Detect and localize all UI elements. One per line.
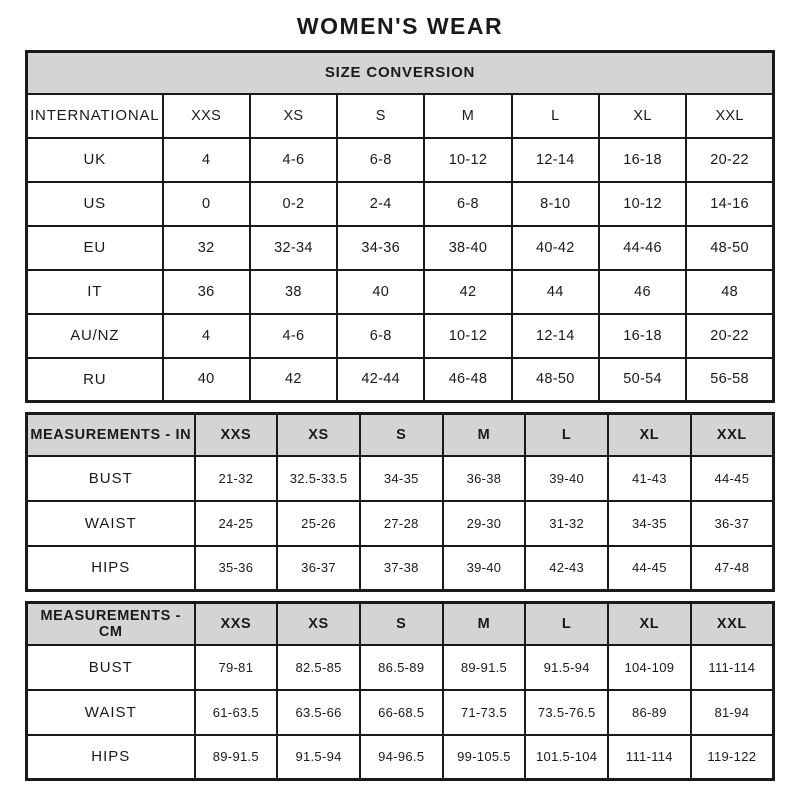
table-cell: 34-35 [608, 501, 691, 546]
row-label-aunz: AU/NZ [27, 314, 163, 358]
table-cell: 46-48 [424, 358, 511, 402]
table-cell: 36-38 [443, 456, 526, 501]
column-header-xl: XL [608, 414, 691, 456]
measurements-in-title: MEASUREMENTS - IN [27, 414, 195, 456]
table-row-waist-in [27, 501, 774, 546]
table-cell: 36-37 [691, 501, 774, 546]
row-label-ru: RU [27, 358, 163, 402]
column-header-s: S [360, 603, 443, 645]
row-label-hips: HIPS [27, 546, 195, 591]
table-cell: 44 [512, 270, 599, 314]
size-conversion-title: SIZE CONVERSION [27, 52, 774, 94]
table-cell: 104-109 [608, 645, 691, 690]
table-cell: 21-32 [195, 456, 278, 501]
table-cell: 44-46 [599, 226, 686, 270]
measurements-cm-table [25, 601, 775, 781]
row-label-bust: BUST [27, 456, 195, 501]
table-row-it [27, 270, 774, 314]
table-cell: 48-50 [686, 226, 773, 270]
table-cell: 12-14 [512, 138, 599, 182]
table-cell: 111-114 [608, 735, 691, 780]
table-cell: 35-36 [195, 546, 278, 591]
table-cell: 42 [250, 358, 337, 402]
table-cell: 89-91.5 [195, 735, 278, 780]
table-row-eu [27, 226, 774, 270]
table-cell: 101.5-104 [525, 735, 608, 780]
table-cell: 71-73.5 [443, 690, 526, 735]
column-header-l: L [512, 94, 599, 138]
row-label-us: US [27, 182, 163, 226]
measurements-cm-title: MEASUREMENTS - CM [27, 603, 195, 645]
table-cell: 47-48 [691, 546, 774, 591]
table-cell: 0-2 [250, 182, 337, 226]
column-header-xxs: XXS [163, 94, 250, 138]
table-cell: 44-45 [608, 546, 691, 591]
table-cell: 38 [250, 270, 337, 314]
table-cell: 16-18 [599, 314, 686, 358]
row-label-it: IT [27, 270, 163, 314]
column-header-xs: XS [277, 603, 360, 645]
table-cell: 42-43 [525, 546, 608, 591]
table-cell: 32 [163, 226, 250, 270]
table-cell: 39-40 [443, 546, 526, 591]
column-header-xxs: XXS [195, 414, 278, 456]
table-cell: 36-37 [277, 546, 360, 591]
size-conversion-table [25, 50, 775, 403]
measurements-in-header-row [27, 414, 774, 456]
table-cell: 16-18 [599, 138, 686, 182]
table-cell: 63.5-66 [277, 690, 360, 735]
size-conversion-header-row [27, 94, 774, 138]
table-cell: 86.5-89 [360, 645, 443, 690]
column-header-l: L [525, 603, 608, 645]
table-cell: 8-10 [512, 182, 599, 226]
table-row-us [27, 182, 774, 226]
column-header-xs: XS [250, 94, 337, 138]
column-header-xl: XL [599, 94, 686, 138]
table-cell: 41-43 [608, 456, 691, 501]
table-cell: 6-8 [337, 314, 424, 358]
table-cell: 73.5-76.5 [525, 690, 608, 735]
table-cell: 94-96.5 [360, 735, 443, 780]
table-row-aunz [27, 314, 774, 358]
row-label-bust: BUST [27, 645, 195, 690]
table-cell: 24-25 [195, 501, 278, 546]
table-cell: 89-91.5 [443, 645, 526, 690]
table-cell: 46 [599, 270, 686, 314]
table-cell: 4 [163, 314, 250, 358]
table-cell: 37-38 [360, 546, 443, 591]
table-cell: 36 [163, 270, 250, 314]
table-cell: 4 [163, 138, 250, 182]
table-row-hips-cm [27, 735, 774, 780]
size-conversion-caption-row [27, 52, 774, 94]
table-cell: 82.5-85 [277, 645, 360, 690]
table-cell: 66-68.5 [360, 690, 443, 735]
table-cell: 34-36 [337, 226, 424, 270]
column-header-xxl: XXL [691, 414, 774, 456]
table-cell: 32.5-33.5 [277, 456, 360, 501]
table-cell: 48 [686, 270, 773, 314]
table-cell: 91.5-94 [525, 645, 608, 690]
table-cell: 31-32 [525, 501, 608, 546]
column-header-international: INTERNATIONAL [27, 94, 163, 138]
column-header-xl: XL [608, 603, 691, 645]
column-header-s: S [337, 94, 424, 138]
table-cell: 44-45 [691, 456, 774, 501]
table-cell: 12-14 [512, 314, 599, 358]
table-cell: 32-34 [250, 226, 337, 270]
table-cell: 20-22 [686, 138, 773, 182]
table-cell: 34-35 [360, 456, 443, 501]
page-title: WOMEN'S WEAR [296, 13, 504, 39]
measurements-cm-header-row [27, 603, 774, 645]
table-cell: 4-6 [250, 314, 337, 358]
table-cell: 56-58 [686, 358, 773, 402]
table-cell: 40 [337, 270, 424, 314]
table-row-bust-cm [27, 645, 774, 690]
column-header-m: M [424, 94, 511, 138]
table-cell: 86-89 [608, 690, 691, 735]
column-header-m: M [443, 603, 526, 645]
table-cell: 29-30 [443, 501, 526, 546]
table-cell: 40 [163, 358, 250, 402]
table-cell: 6-8 [337, 138, 424, 182]
table-row-bust-in [27, 456, 774, 501]
table-cell: 111-114 [691, 645, 774, 690]
column-header-l: L [525, 414, 608, 456]
table-cell: 79-81 [195, 645, 278, 690]
table-cell: 10-12 [599, 182, 686, 226]
table-cell: 4-6 [250, 138, 337, 182]
row-label-uk: UK [27, 138, 163, 182]
table-cell: 38-40 [424, 226, 511, 270]
table-cell: 99-105.5 [443, 735, 526, 780]
table-row-ru [27, 358, 774, 402]
table-row-waist-cm [27, 690, 774, 735]
table-cell: 10-12 [424, 314, 511, 358]
table-cell: 25-26 [277, 501, 360, 546]
table-cell: 81-94 [691, 690, 774, 735]
table-cell: 50-54 [599, 358, 686, 402]
table-cell: 119-122 [691, 735, 774, 780]
row-label-hips: HIPS [27, 735, 195, 780]
column-header-xs: XS [277, 414, 360, 456]
table-cell: 39-40 [525, 456, 608, 501]
table-row-uk [27, 138, 774, 182]
column-header-xxs: XXS [195, 603, 278, 645]
table-cell: 0 [163, 182, 250, 226]
row-label-waist: WAIST [27, 690, 195, 735]
table-cell: 40-42 [512, 226, 599, 270]
table-cell: 20-22 [686, 314, 773, 358]
table-cell: 42 [424, 270, 511, 314]
column-header-xxl: XXL [686, 94, 773, 138]
table-cell: 14-16 [686, 182, 773, 226]
table-cell: 42-44 [337, 358, 424, 402]
column-header-m: M [443, 414, 526, 456]
table-cell: 27-28 [360, 501, 443, 546]
table-cell: 61-63.5 [195, 690, 278, 735]
table-cell: 48-50 [512, 358, 599, 402]
table-row-hips-in [27, 546, 774, 591]
column-header-xxl: XXL [691, 603, 774, 645]
column-header-s: S [360, 414, 443, 456]
table-cell: 10-12 [424, 138, 511, 182]
row-label-waist: WAIST [27, 501, 195, 546]
table-cell: 6-8 [424, 182, 511, 226]
measurements-in-table [25, 412, 775, 592]
row-label-eu: EU [27, 226, 163, 270]
table-cell: 2-4 [337, 182, 424, 226]
table-cell: 91.5-94 [277, 735, 360, 780]
